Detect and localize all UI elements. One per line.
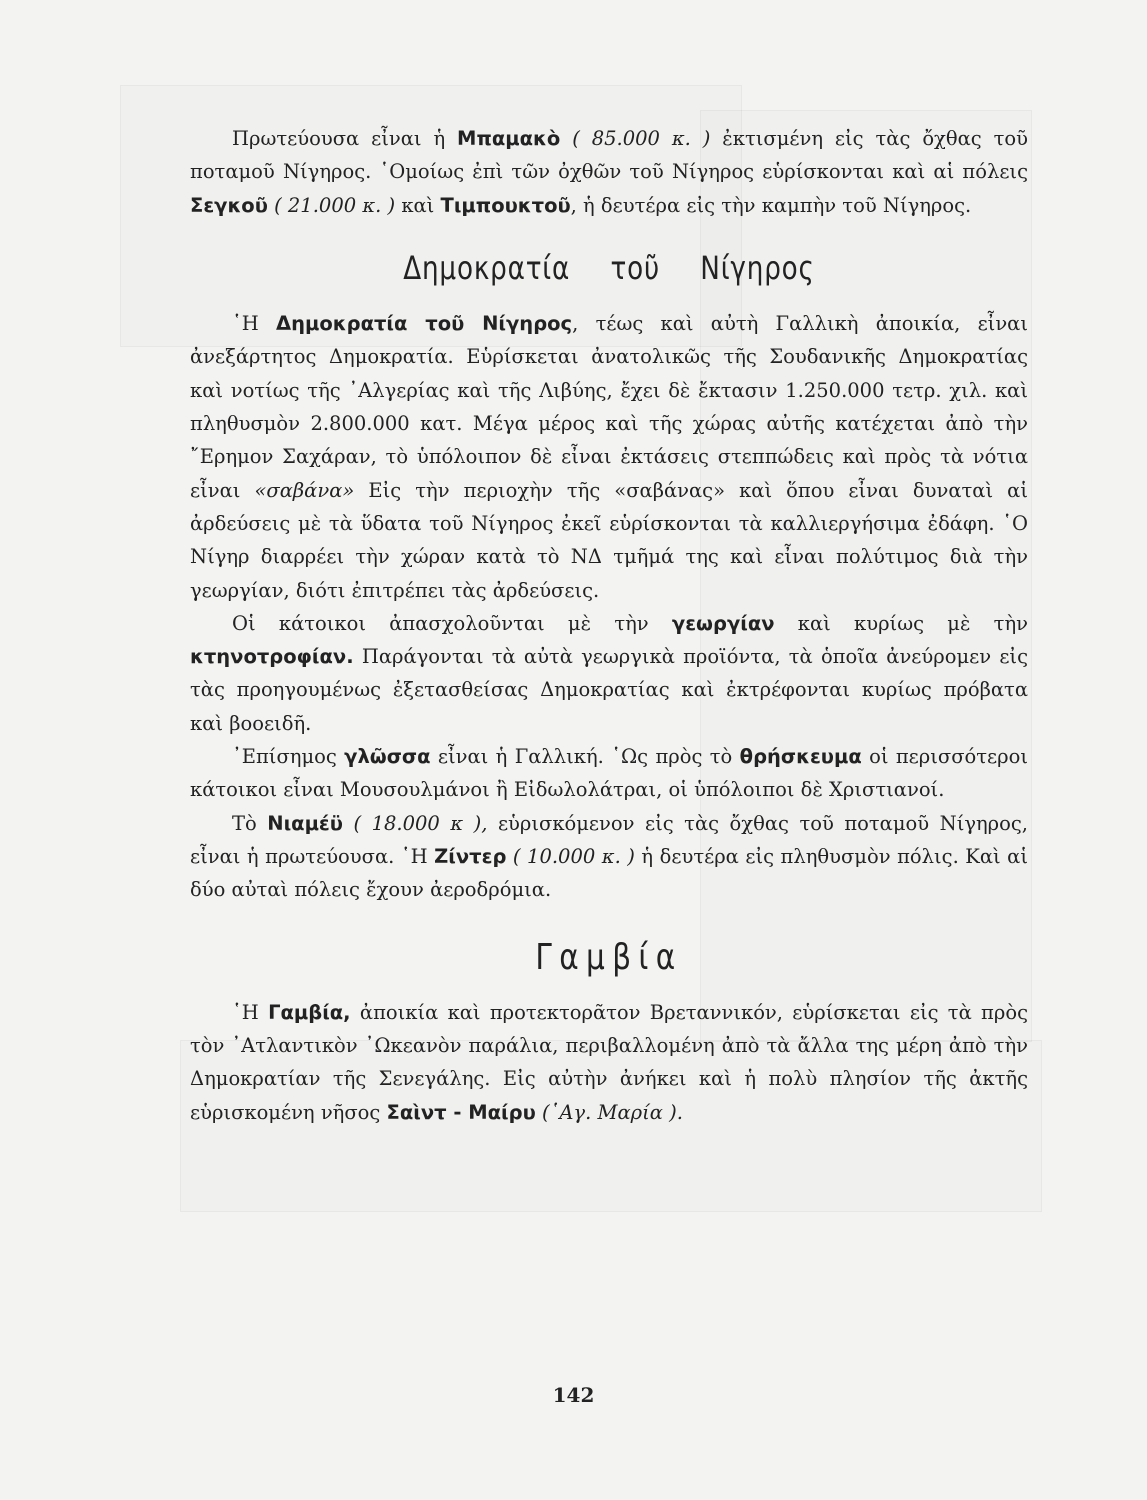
term: «σαβάνα» <box>254 478 355 502</box>
text: Παράγονται τὰ αὐτὰ γεωργικὰ προϊόντα, τὰ ὁποῖα ἀνεύρομεν εἰς τὰς προηγουμένως ἐξετασθείσας Δημοκρατίας καὶ ἐκτρέφονται κυρίως πρόβατα καὶ βοοειδῆ. <box>190 645 1028 735</box>
population: ( 85.000 κ. ) <box>560 127 711 150</box>
city-name: Μπαμακὸ <box>457 127 561 150</box>
population: ( 21.000 κ. ) <box>267 193 396 217</box>
text: οἱ περισσότεροι κάτοικοι εἶναι Μουσουλμάνοι ἢ Εἰδωλολάτραι, οἱ ὑπόλοιποι δὲ Χριστιανοί. <box>190 745 1028 802</box>
text: καὶ <box>395 193 441 217</box>
paragraph-cities <box>190 807 1028 907</box>
text: Εἰς τὴν περιοχὴν τῆς «σαβάνας» καὶ ὅπου εἶναι δυναταὶ αἱ ἀρδεύσεις μὲ τὰ ὕδατα τοῦ Νίγηρος ἐκεῖ εὑρίσκονται τὰ καλλιεργήσιμα ἐδάφη. ῾Ο Νίγηρ διαρρέει τὴν χώραν κατὰ τὸ ΝΔ τμῆμά της καὶ εἶναι πολύτιμος διὰ τὴν γεωργίαν, διότι ἐπιτρέπει τὰς ἀρδεύσεις. <box>190 478 1028 602</box>
paragraph-gambia <box>190 996 1028 1129</box>
island-name: Σαὶντ - Μαίρυ <box>386 1100 536 1124</box>
text: καὶ κυρίως μὲ τὴν <box>774 611 1028 635</box>
paragraph-language-religion <box>190 740 1028 807</box>
country-name: Δημοκρατία τοῦ Νίγηρος <box>276 312 573 336</box>
keyword: γλῶσσα <box>344 745 431 769</box>
text-block <box>190 122 1028 1129</box>
text: εἶναι ἡ Γαλλική. ῾Ως πρὸς τὸ <box>430 745 740 769</box>
paragraph-niger-intro <box>190 307 1028 607</box>
text: Πρωτεύουσα εἶναι ἡ <box>232 127 458 150</box>
country-name: Γαμβία, <box>268 1000 351 1024</box>
population: ( 10.000 κ. ) <box>506 844 635 868</box>
section-heading-gambia: Γαμβία <box>535 936 683 978</box>
keyword: θρήσκευμα <box>739 745 862 769</box>
text: εὑρισκόμενον εἰς τὰς ὄχθας τοῦ ποταμοῦ Νίγηρος, εἶναι ἡ πρωτεύουσα. ῾Η <box>190 811 1028 868</box>
paragraph-economy <box>190 607 1028 740</box>
city-name: Τιμπουκτοῦ <box>440 193 571 217</box>
text: Τὸ <box>232 811 268 835</box>
text: , τέως καὶ αὐτὴ Γαλλικὴ ἀποικία, εἶναι ἀνεξάρτητος Δημοκρατία. Εὑρίσκεται ἀνατολικῶς τῆς Σουδανικῆς Δημοκρατίας καὶ νοτίως τῆς ᾿Αλγερίας καὶ τῆς Λιβύης, ἔχει δὲ ἔκτασιν 1.250.000 τετρ. χιλ. καὶ πληθυσμὸν 2.800.000 κατ. Μέγα μέρος καὶ τῆς χώρας αὐτῆς κατέχεται ἀπὸ τὴν ῎Ερημον Σαχάραν, τὸ ὑπόλοιπον δὲ εἶναι ἐκτάσεις στεππώδεις καὶ πρὸς τὰ νότια εἶναι <box>190 312 1028 502</box>
text: ἐκτισμένη εἰς τὰς ὄχθας τοῦ ποταμοῦ Νίγηρος. ῾Ομοίως ἐπὶ τῶν ὀχθῶν τοῦ Νίγηρος εὑρίσκονται καὶ αἱ πόλεις <box>190 127 1028 184</box>
text: ῾Η <box>232 312 277 336</box>
paragraph-capitals <box>190 122 1028 222</box>
text: ἡ δευτέρα εἰς πληθυσμὸν πόλις. Καὶ αἱ δύο αὐταὶ πόλεις ἔχουν ἀεροδρόμια. <box>190 844 1028 902</box>
city-name: Νιαμέϋ <box>267 811 343 835</box>
city-name: Σεγκοῦ <box>190 193 268 217</box>
alt-name: (῾Αγ. Μαρία ). <box>535 1100 683 1124</box>
keyword: κτηνοτροφίαν. <box>190 645 354 669</box>
keyword: γεωργίαν <box>671 611 775 635</box>
text: Οἱ κάτοικοι ἀπασχολοῦνται μὲ τὴν <box>232 611 672 635</box>
text: ἀποικία καὶ προτεκτορᾶτον Βρεταννικόν, εὑρίσκεται εἰς τὰ πρὸς τὸν ᾿Ατλαντικὸν ᾿Ωκεανὸν παράλια, περιβαλλομένη ἀπὸ τὰ ἄλλα της μέρη ἀπὸ τὴν Δημοκρατίαν τῆς Σενεγάλης. Εἰς αὐτὴν ἀνήκει καὶ ἡ πολὺ πλησίον τῆς ἀκτῆς εὑρισκομένη νῆσος <box>190 1000 1028 1124</box>
text: ᾿Επίσημος <box>232 745 345 769</box>
page-number: 142 <box>552 1383 595 1407</box>
text: ῾Η <box>232 1000 269 1024</box>
section-heading-niger: Δημοκρατία τοῦ Νίγηρος <box>403 248 815 287</box>
text: , ἡ δευτέρα εἰς τὴν καμπὴν τοῦ Νίγηρος. <box>570 193 972 217</box>
population: ( 18.000 κ ), <box>342 811 488 835</box>
city-name: Ζίντερ <box>434 844 507 868</box>
